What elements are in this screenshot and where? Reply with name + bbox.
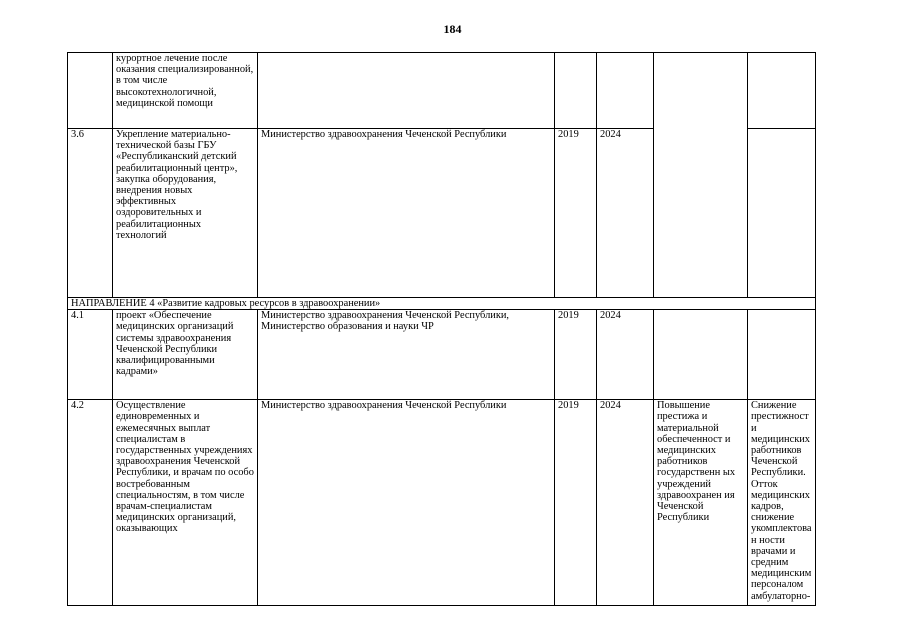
cell-number: 4.1 — [68, 310, 113, 400]
cell-consequence — [748, 129, 816, 298]
cell-number — [68, 53, 113, 129]
section-title: НАПРАВЛЕНИЕ 4 «Развитие кадровых ресурсов в здравоохранении» — [68, 298, 816, 310]
cell-activity-name: Осуществление единовременных и ежемесячных выплат специалистам в государственных учреждениях здравоохранения Чеченской Республики, и врачам по особо востребованным специальностям, в том числе врачам-специалистам медицинских организаций, оказывающих — [113, 400, 258, 606]
cell-executor: Министерство здравоохранения Чеченской Республики — [258, 129, 555, 298]
cell-activity-name: проект «Обеспечение медицинских организаций системы здравоохранения Чеченской Республики квалифицированными кадрами» — [113, 310, 258, 400]
cell-number: 3.6 — [68, 129, 113, 298]
cell-expected-result — [654, 53, 748, 298]
cell-consequence — [748, 310, 816, 400]
page-number: 184 — [443, 22, 462, 36]
action-plan-table — [67, 52, 816, 606]
cell-start-year: 2019 — [555, 310, 597, 400]
cell-activity-name: курортное лечение после оказания специализированной, в том числе высокотехнологичной, медицинской помощи — [113, 53, 258, 129]
cell-executor — [258, 53, 555, 129]
cell-number: 4.2 — [68, 400, 113, 606]
cell-start-year — [555, 53, 597, 129]
table-row — [68, 53, 816, 129]
cell-expected-result: Повышение престижа и материальной обеспеченност и медицинских работников государственн ых учреждений здравоохранен ия Чеченской Республики — [654, 400, 748, 606]
section-row — [68, 298, 816, 310]
cell-end-year: 2024 — [597, 310, 654, 400]
cell-expected-result — [654, 310, 748, 400]
cell-activity-name: Укрепление материально-технической базы ГБУ «Республиканский детский реабилитационный центр», закупка оборудования, внедрения новых эффективных оздоровительных и реабилитационных технологий — [113, 129, 258, 298]
cell-end-year — [597, 53, 654, 129]
cell-start-year: 2019 — [555, 400, 597, 606]
table-row — [68, 400, 816, 606]
table-row — [68, 310, 816, 400]
cell-start-year: 2019 — [555, 129, 597, 298]
cell-consequence: Снижение престижности медицинских работников Чеченской Республики. Отток медицинских кадров, снижение укомплектован ности врачами и средним медицинским персоналом амбулаторно- — [748, 400, 816, 606]
cell-consequence — [748, 53, 816, 129]
cell-executor: Министерство здравоохранения Чеченской Республики, Министерство образования и науки ЧР — [258, 310, 555, 400]
cell-end-year: 2024 — [597, 129, 654, 298]
cell-end-year: 2024 — [597, 400, 654, 606]
cell-executor: Министерство здравоохранения Чеченской Республики — [258, 400, 555, 606]
